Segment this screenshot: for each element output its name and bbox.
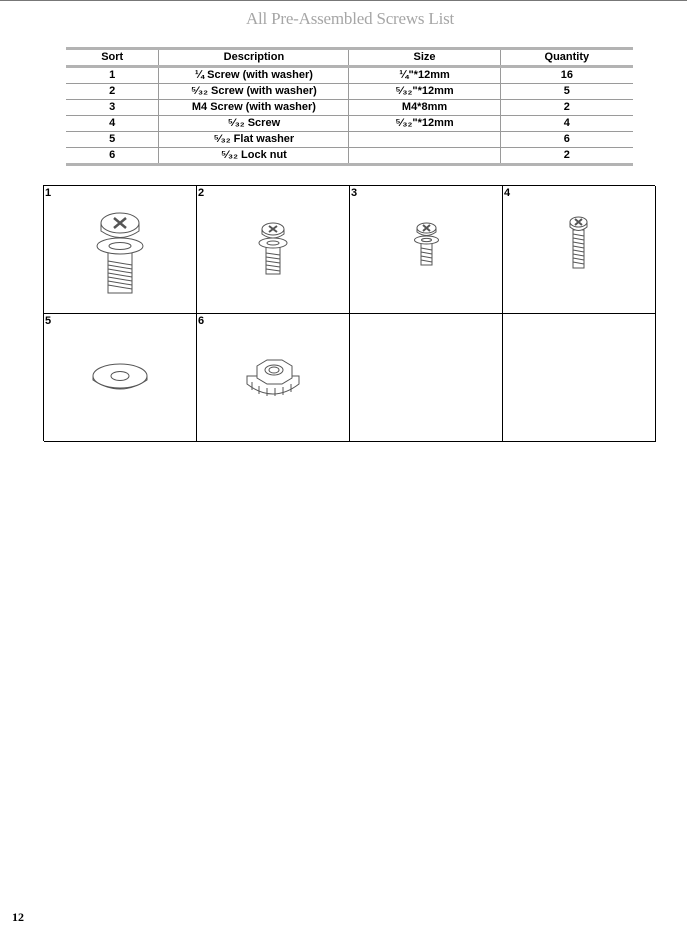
cell-sort: 2 (66, 84, 159, 100)
part-number: 4 (504, 187, 511, 199)
header-quantity: Quantity (500, 49, 633, 67)
part-number: 2 (198, 187, 205, 199)
flat-washer-icon (44, 314, 196, 441)
part-cell-6 (197, 314, 350, 442)
screw-thread-lines (421, 248, 432, 262)
cell-description: ⁵⁄₃₂ Screw (159, 116, 349, 132)
table-row (66, 116, 633, 132)
screw-icon (503, 186, 655, 313)
table-row (66, 100, 633, 116)
part-number: 6 (198, 315, 205, 327)
table-row (66, 67, 633, 84)
part-cell-4 (503, 186, 656, 314)
empty-part-cell (503, 314, 656, 442)
cell-sort: 5 (66, 132, 159, 148)
table-row (66, 148, 633, 165)
page-number: 12 (12, 910, 24, 924)
screws-table (66, 47, 633, 166)
cell-size: ¼"*12mm (349, 67, 500, 84)
screw-thread-lines (573, 234, 584, 264)
part-number: 5 (45, 315, 52, 327)
part-cell-2 (197, 186, 350, 314)
screw-thread-lines (108, 261, 132, 289)
part-cell-5 (44, 314, 197, 442)
table-header-row (66, 49, 633, 67)
cell-quantity: 2 (500, 100, 633, 116)
part-number: 3 (351, 187, 358, 199)
table-row (66, 132, 633, 148)
part-cell-1 (44, 186, 197, 314)
cell-size: ⁵⁄₃₂"*12mm (349, 84, 500, 100)
header-description: Description (159, 49, 349, 67)
cell-size: ⁵⁄₃₂"*12mm (349, 116, 500, 132)
cell-description: M4 Screw (with washer) (159, 100, 349, 116)
cell-description: ¼ Screw (with washer) (159, 67, 349, 84)
cell-sort: 6 (66, 148, 159, 165)
cell-description: ⁵⁄₃₂ Lock nut (159, 148, 349, 165)
cell-quantity: 5 (500, 84, 633, 100)
cell-size: M4*8mm (349, 100, 500, 116)
cell-description: ⁵⁄₃₂ Screw (with washer) (159, 84, 349, 100)
cell-sort: 3 (66, 100, 159, 116)
screw-with-washer-small-icon (350, 186, 502, 313)
cell-sort: 1 (66, 67, 159, 84)
screw-with-washer-large-icon (44, 186, 196, 313)
cell-quantity: 4 (500, 116, 633, 132)
header-sort: Sort (66, 49, 159, 67)
cell-quantity: 2 (500, 148, 633, 165)
table-row (66, 84, 633, 100)
cell-size (349, 148, 500, 165)
cell-size (349, 132, 500, 148)
page-title: All Pre-Assembled Screws List (245, 9, 455, 28)
lock-nut-icon (197, 314, 349, 441)
parts-grid (43, 185, 655, 441)
part-cell-3 (350, 186, 503, 314)
screw-with-washer-medium-icon (197, 186, 349, 313)
cell-description: ⁵⁄₃₂ Flat washer (159, 132, 349, 148)
cell-sort: 4 (66, 116, 159, 132)
screw-thread-lines (266, 253, 280, 271)
part-number: 1 (45, 187, 52, 199)
empty-part-cell (350, 314, 503, 442)
cell-quantity: 6 (500, 132, 633, 148)
header-size: Size (349, 49, 500, 67)
cell-quantity: 16 (500, 67, 633, 84)
top-rule (0, 0, 687, 1)
